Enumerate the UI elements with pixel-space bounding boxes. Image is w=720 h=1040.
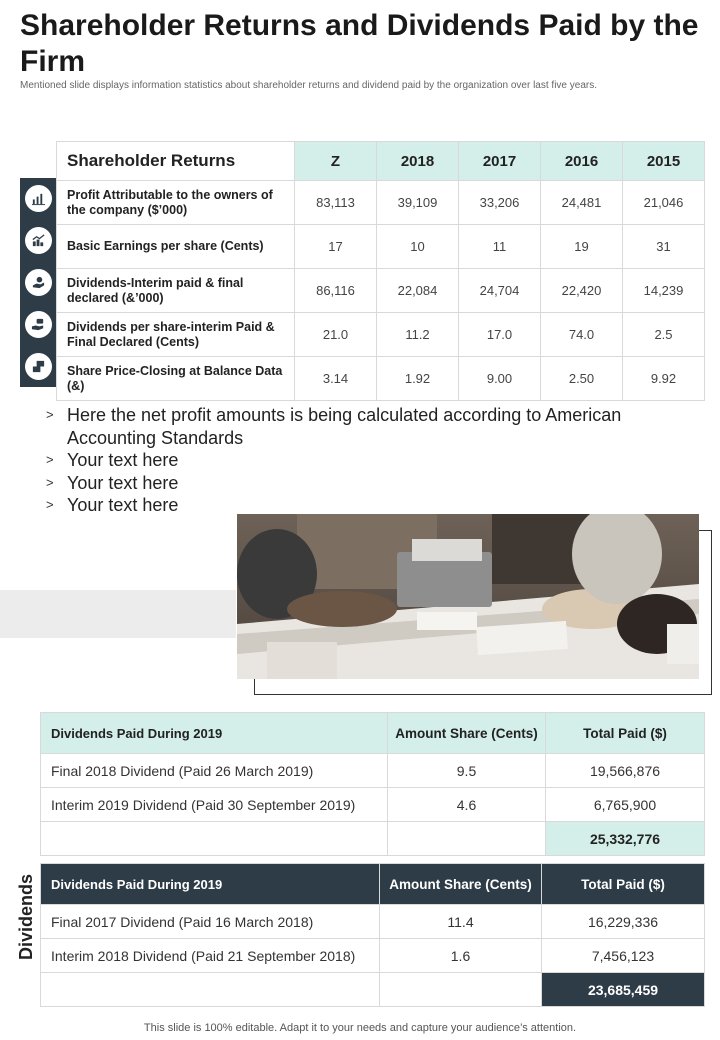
table-cell: 11.2 <box>377 313 459 357</box>
bullet-list <box>46 404 686 517</box>
table-row <box>57 313 705 357</box>
table-row <box>57 269 705 313</box>
table-cell: 2.5 <box>623 313 705 357</box>
table-cell: 10 <box>377 225 459 269</box>
table-cell: 21.0 <box>295 313 377 357</box>
column-header: Dividends Paid During 2019 <box>41 864 380 905</box>
row-icon-cell <box>20 262 56 303</box>
chevron-right-icon: > <box>46 474 54 490</box>
hand-coin-icon <box>25 311 52 338</box>
total-row <box>41 822 705 856</box>
column-header: Total Paid ($) <box>546 713 705 754</box>
column-header: 2015 <box>623 142 705 181</box>
bar-chart-icon <box>25 185 52 212</box>
column-header: 2016 <box>541 142 623 181</box>
table-header-row <box>41 864 705 905</box>
total-value: 23,685,459 <box>542 973 705 1007</box>
table-cell <box>380 973 542 1007</box>
row-icon-cell <box>20 304 56 345</box>
row-label: Dividends per share-interim Paid & Final Declared (Cents) <box>57 313 295 357</box>
table-cell: 17 <box>295 225 377 269</box>
page-title: Shareholder Returns and Dividends Paid by the Firm <box>20 9 699 78</box>
table-cell: 1.6 <box>380 939 542 973</box>
table-cell <box>41 973 380 1007</box>
table-cell: 86,116 <box>295 269 377 313</box>
table-header-row <box>41 713 705 754</box>
table-cell: 17.0 <box>459 313 541 357</box>
row-icon-cell <box>20 220 56 261</box>
row-label: Basic Earnings per share (Cents) <box>57 225 295 269</box>
page-subtitle: Mentioned slide displays information statistics about shareholder returns and dividend paid by the organization over last five years. <box>20 80 597 91</box>
row-icon-cell <box>20 346 56 387</box>
table-cell: 24,704 <box>459 269 541 313</box>
table-cell: 9.00 <box>459 357 541 401</box>
table-cell: 83,113 <box>295 181 377 225</box>
list-item <box>46 472 686 495</box>
bullet-text: Your text here <box>67 450 179 470</box>
table-cell: 22,420 <box>541 269 623 313</box>
column-header: 2017 <box>459 142 541 181</box>
table-cell: 24,481 <box>541 181 623 225</box>
chevron-right-icon: > <box>46 452 54 467</box>
table-cell: 2.50 <box>541 357 623 401</box>
table-cell: 16,229,336 <box>542 905 705 939</box>
column-header: 2018 <box>377 142 459 181</box>
table-row <box>57 357 705 401</box>
table-cell: Final 2018 Dividend (Paid 26 March 2019) <box>41 754 388 788</box>
table-cell <box>41 822 388 856</box>
row-label: Profit Attributable to the owners of the company ($’000) <box>57 181 295 225</box>
table-cell: 11 <box>459 225 541 269</box>
cash-stack-icon <box>25 353 52 380</box>
table-cell: Interim 2019 Dividend (Paid 30 September 2019) <box>41 788 388 822</box>
column-header: Total Paid ($) <box>542 864 705 905</box>
shareholder-returns-table <box>56 141 705 401</box>
table-cell: 21,046 <box>623 181 705 225</box>
table-cell: 4.6 <box>388 788 546 822</box>
table-cell: Final 2017 Dividend (Paid 16 March 2018) <box>41 905 380 939</box>
table-header-row <box>57 142 705 181</box>
row-label: Dividends-Interim paid & final declared (&’000) <box>57 269 295 313</box>
decorative-band <box>0 590 236 638</box>
table-cell: 22,084 <box>377 269 459 313</box>
chevron-right-icon: > <box>46 407 54 422</box>
dividends-table-2018 <box>40 863 705 1007</box>
column-header: Amount Share (Cents) <box>388 713 546 754</box>
dividends-side-label: Dividends <box>16 873 36 960</box>
table-cell: 14,239 <box>623 269 705 313</box>
table-row <box>57 225 705 269</box>
meeting-photo <box>237 514 699 679</box>
list-item <box>46 404 686 449</box>
table-cell: 9.5 <box>388 754 546 788</box>
table-cell: 3.14 <box>295 357 377 401</box>
column-header: Amount Share (Cents) <box>380 864 542 905</box>
chevron-right-icon: > <box>46 497 54 512</box>
table-row <box>57 181 705 225</box>
money-hand-icon <box>25 269 52 296</box>
footer-note: This slide is 100% editable. Adapt it to your needs and capture your audience’s attention. <box>143 1022 577 1034</box>
growth-chart-icon <box>25 227 52 254</box>
table-cell <box>388 822 546 856</box>
icon-strip <box>20 178 56 387</box>
table-row <box>41 754 705 788</box>
table-cell: 1.92 <box>377 357 459 401</box>
table-cell: Interim 2018 Dividend (Paid 21 September 2018) <box>41 939 380 973</box>
table-cell: 7,456,123 <box>542 939 705 973</box>
table-cell: 39,109 <box>377 181 459 225</box>
table-cell: 19 <box>541 225 623 269</box>
bullet-text: Here the net profit amounts is being calculated according to American Accounting Standards <box>67 405 622 448</box>
table-cell: 11.4 <box>380 905 542 939</box>
table-cell: 31 <box>623 225 705 269</box>
table-cell: 9.92 <box>623 357 705 401</box>
row-icon-cell <box>20 178 56 219</box>
table-row <box>41 939 705 973</box>
row-label: Share Price-Closing at Balance Data (&) <box>57 357 295 401</box>
total-row <box>41 973 705 1007</box>
column-header: Shareholder Returns <box>57 142 295 181</box>
table-row <box>41 788 705 822</box>
bullet-text: Your text here <box>67 472 179 493</box>
table-cell: 19,566,876 <box>546 754 705 788</box>
total-value: 25,332,776 <box>546 822 705 856</box>
table-cell: 74.0 <box>541 313 623 357</box>
table-cell: 33,206 <box>459 181 541 225</box>
column-header: Dividends Paid During 2019 <box>41 713 388 754</box>
dividends-table-2019 <box>40 712 705 856</box>
table-row <box>41 905 705 939</box>
table-cell: 6,765,900 <box>546 788 705 822</box>
column-header: Z <box>295 142 377 181</box>
list-item <box>46 449 686 472</box>
bullet-text: Your text here <box>67 495 179 515</box>
